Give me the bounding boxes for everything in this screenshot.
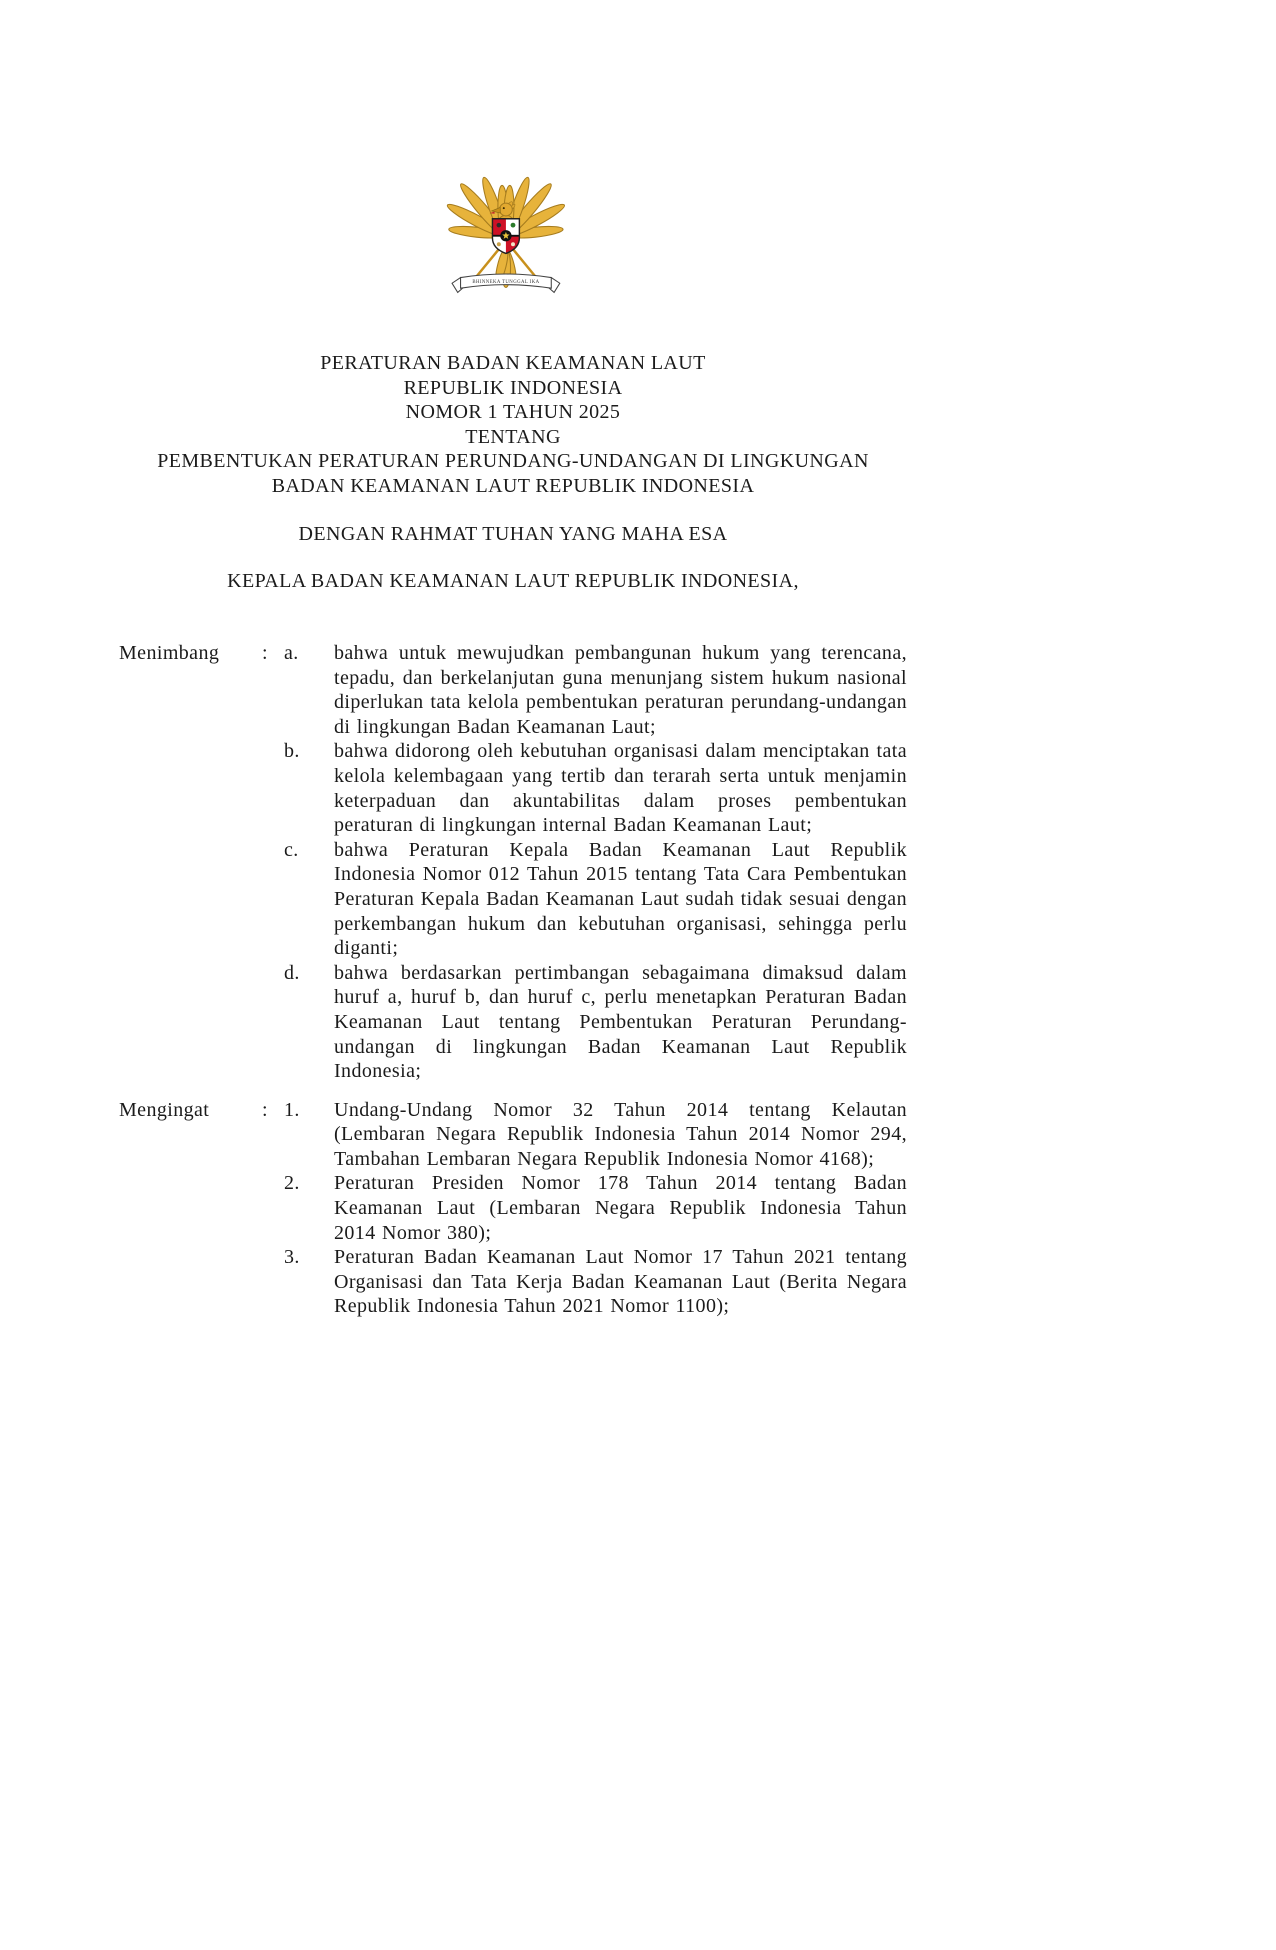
item-text: bahwa didorong oleh kebutuhan organisasi dalam menciptakan tata kelola kelembagaan yang tertib dan terarah serta untuk menjamin keterpaduan dan akuntabilitas dalam proses pembentukan peraturan di lingkungan internal Badan Keamanan Laut; (334, 740, 907, 837)
mengingat-label: Mengingat (119, 1098, 210, 1121)
item-text: Peraturan Presiden Nomor 178 Tahun 2014 tentang Badan Keamanan Laut (Lembaran Negara Republik Indonesia Tahun 2014 Nomor 380); (334, 1172, 907, 1244)
title-line-3: NOMOR 1 TAHUN 2025 (405, 401, 621, 423)
item-marker: b. (284, 740, 300, 763)
motto-ribbon (452, 274, 560, 292)
mengingat-item-2 (284, 1171, 907, 1245)
menimbang-item-b (284, 739, 907, 837)
shield (492, 219, 519, 254)
garuda-icon (435, 150, 591, 313)
item-marker: c. (284, 838, 299, 861)
item-marker: 2. (284, 1172, 300, 1195)
left-leg (476, 249, 499, 277)
enacting-official-line: KEPALA BADAN KEAMANAN LAUT REPUBLIK INDONESIA, (227, 569, 799, 592)
item-marker: d. (284, 961, 300, 984)
mengingat-item-1 (284, 1098, 907, 1172)
right-leg (513, 249, 536, 277)
title-line-2: REPUBLIK INDONESIA (403, 376, 623, 399)
item-marker: 1. (284, 1098, 300, 1121)
menimbang-item-a (284, 641, 907, 739)
motto-text: BHINNEKA TUNGGAL IKA (472, 280, 540, 286)
title-line-5: PEMBENTUKAN PERATURAN PERUNDANG-UNDANGAN DI LINGKUNGAN (157, 450, 869, 472)
item-text: bahwa berdasarkan pertimbangan sebagaimana dimaksud dalam huruf a, huruf b, dan huruf c, perlu menetapkan Peraturan Badan Keamanan Laut tentang Pembentukan Peraturan Perundang-undangan di lingkungan Badan Keamanan Laut Republik Indonesia; (334, 961, 907, 1083)
mengingat-item-3 (284, 1245, 907, 1319)
menimbang-item-c (284, 838, 907, 961)
menimbang-label: Menimbang (119, 642, 220, 664)
invocation-line: DENGAN RAHMAT TUHAN YANG MAHA ESA (298, 523, 728, 545)
title-line-4: TENTANG (465, 425, 561, 448)
menimbang-items (284, 641, 907, 1084)
item-text: Undang-Undang Nomor 32 Tahun 2014 tentang Kelautan (Lembaran Negara Republik Indonesia Tahun 2014 Nomor 294, Tambahan Lembaran Negara Republik Indonesia Nomor 4168); (334, 1098, 907, 1170)
garuda-pancasila-emblem (435, 150, 591, 313)
menimbang-colon: : (262, 642, 268, 664)
title-line-6: BADAN KEAMANAN LAUT REPUBLIK INDONESIA (271, 474, 755, 497)
document-content (119, 0, 907, 1319)
item-marker: 3. (284, 1246, 300, 1269)
title-line-1: PERATURAN BADAN KEAMANAN LAUT (320, 352, 706, 374)
item-text: Peraturan Badan Keamanan Laut Nomor 17 Tahun 2021 tentang Organisasi dan Tata Kerja Badan Keamanan Laut (Berita Negara Republik Indonesia Tahun 2021 Nomor 1100); (334, 1246, 907, 1318)
menimbang-item-d (284, 961, 907, 1084)
item-text: bahwa Peraturan Kepala Badan Keamanan Laut Republik Indonesia Nomor 012 Tahun 2015 tentang Tata Cara Pembentukan Peraturan Kepala Badan Keamanan Laut sudah tidak sesuai dengan perkembangan hukum dan kebutuhan organisasi, sehingga perlu diganti; (334, 838, 907, 960)
item-marker: a. (284, 642, 299, 664)
document-title (119, 351, 907, 498)
mengingat-items (284, 1098, 907, 1319)
item-text: bahwa untuk mewujudkan pembangunan hukum yang terencana, tepadu, dan berkelanjutan guna menunjang sistem hukum nasional diperlukan tata kelola pembentukan peraturan perundang-undangan di lingkungan Badan Keamanan Laut; (334, 642, 907, 738)
mengingat-colon: : (262, 1098, 268, 1121)
menimbang-section (119, 641, 907, 1084)
mengingat-section (119, 1098, 907, 1319)
